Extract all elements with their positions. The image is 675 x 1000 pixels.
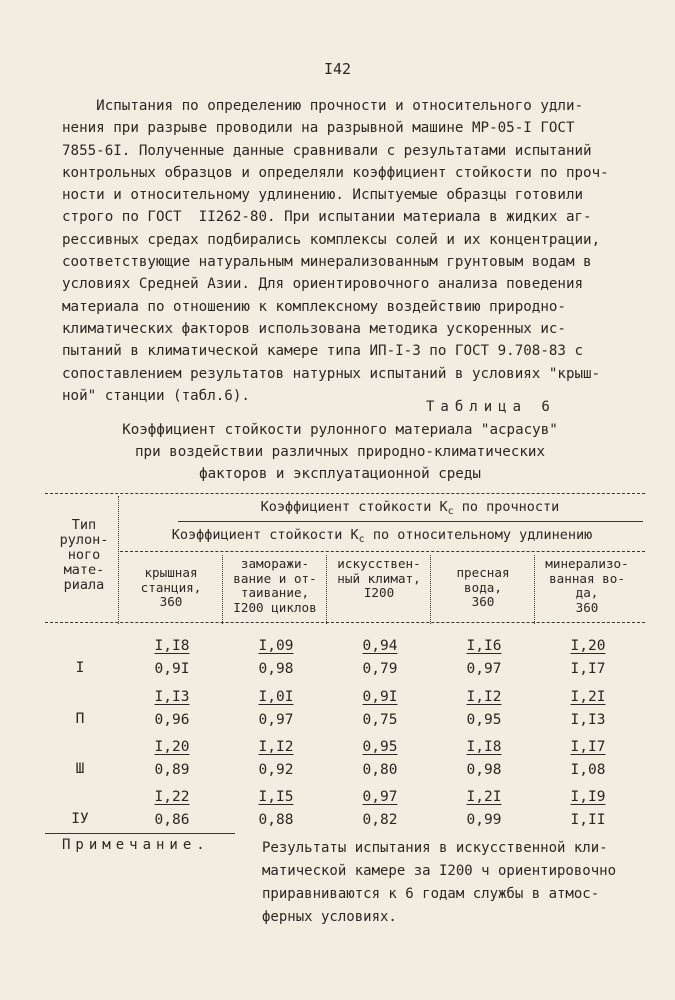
cell-strength	[127, 739, 217, 755]
col-separator	[534, 555, 535, 624]
cell-elongation: I,I7	[570, 661, 606, 677]
cell-strength	[127, 689, 217, 705]
header-bottom-rule	[45, 622, 645, 623]
row-label: I	[75, 660, 85, 676]
cell-strength-value: I,I2	[466, 689, 502, 705]
col-separator	[430, 555, 431, 624]
paragraph-line: климатических факторов использована методика ускоренных ис-	[62, 320, 566, 337]
header-strength: Коэффициент стойкости $К_с$ по прочности	[260, 499, 560, 517]
cell-strength	[231, 638, 321, 654]
cell-strength	[543, 739, 633, 755]
col-header-fresh-water: пресная вода, 360	[456, 565, 510, 609]
table-top-rule	[45, 493, 645, 494]
paragraph-line: контрольных образцов и определяли коэффициент стойкости по проч-	[62, 164, 609, 181]
row-label: Ш	[75, 761, 85, 777]
header-divider-strength	[178, 521, 643, 522]
paragraph-line: материала по отношению к комплексному воздействию природно-	[62, 298, 566, 315]
cell-strength-value: I,0I	[258, 689, 294, 705]
paragraph-line: Испытания по определению прочности и относительного удли-	[62, 98, 584, 114]
cell-strength	[335, 689, 425, 705]
cell-elongation: 0,86	[154, 812, 190, 828]
cell-elongation: I,II	[570, 812, 606, 828]
cell-elongation: 0,79	[362, 661, 398, 677]
row-label: П	[75, 711, 85, 727]
cell-elongation: 0,97	[466, 661, 502, 677]
cell-strength-value: 0,95	[362, 739, 398, 755]
cell-elongation: 0,75	[362, 712, 398, 728]
paragraph-line: сопоставлением результатов натурных испытаний в условиях "крыш-	[62, 365, 601, 382]
cell-strength-value: I,2I	[466, 789, 502, 805]
col-separator	[326, 555, 327, 624]
cell-strength-value: I,I6	[466, 638, 502, 654]
cell-strength	[231, 739, 321, 755]
cell-strength-value: I,I5	[258, 789, 294, 805]
cell-strength	[543, 689, 633, 705]
cell-strength-value: 0,97	[362, 789, 398, 805]
header-divider-elong	[120, 551, 645, 552]
col-header-mineralized-water: минерализо- ванная во- да, 360	[545, 556, 629, 615]
col-header-roof-station: крышная станция, 360	[140, 565, 202, 609]
paragraph-line: строго по ГОСТ II262-80. При испытании материала в жидких аг-	[62, 209, 592, 226]
table-title-line: факторов и эксплуатационной среды	[199, 466, 481, 482]
cell-strength-value: 0,9I	[362, 689, 398, 705]
note-label: Примечание.	[62, 837, 210, 853]
cell-strength	[335, 638, 425, 654]
cell-elongation: 0,9I	[154, 661, 190, 677]
cell-strength	[231, 789, 321, 805]
table-title-line: при воздействии различных природно-климатических	[135, 444, 545, 460]
paragraph-line: ной" станции (табл.6).	[62, 387, 250, 404]
cell-elongation: 0,98	[466, 762, 502, 778]
cell-strength-value: I,I3	[154, 689, 190, 705]
cell-elongation: 0,88	[258, 812, 294, 828]
cell-elongation: 0,95	[466, 712, 502, 728]
paragraph-line: условиях Средней Азии. Для ориентировочного анализа поведения	[62, 276, 584, 293]
cell-strength	[439, 789, 529, 805]
cell-strength	[335, 739, 425, 755]
cell-elongation: 0,97	[258, 712, 294, 728]
table-label: Таблица 6	[426, 399, 556, 415]
cell-elongation: 0,92	[258, 762, 294, 778]
cell-strength-value: I,20	[154, 739, 190, 755]
cell-strength	[439, 739, 529, 755]
cell-strength-value: I,20	[570, 638, 606, 654]
col-header-freeze-thaw: заморажи- вание и от- таивание, I200 циклов	[233, 556, 317, 615]
cell-strength	[439, 689, 529, 705]
cell-strength-value: I,I8	[154, 638, 190, 654]
cell-elongation: 0,89	[154, 762, 190, 778]
note-line: приравниваются к 6 годам службы в атмос-	[262, 886, 600, 902]
cell-strength	[543, 638, 633, 654]
col-separator	[118, 496, 119, 624]
cell-elongation: 0,80	[362, 762, 398, 778]
table-title-line: Коэффициент стойкости рулонного материала "асрасув"	[122, 422, 558, 438]
cell-strength-value: I,09	[258, 638, 294, 654]
paragraph-line: рессивных средах подбирались комплексы солей и их концентрации,	[62, 231, 601, 248]
cell-strength-value: I,I9	[570, 789, 606, 805]
page-number: I42	[323, 60, 352, 78]
cell-strength	[543, 789, 633, 805]
cell-elongation: I,08	[570, 762, 606, 778]
paragraph-line: ности и относительному удлинению. Испытуемые образцы готовили	[62, 187, 584, 204]
cell-strength-value: 0,94	[362, 638, 398, 654]
cell-strength-value: I,I8	[466, 739, 502, 755]
cell-elongation: 0,99	[466, 812, 502, 828]
col-header-artificial-climate: искусствен- ный климат, I200	[337, 556, 421, 600]
cell-strength-value: I,2I	[570, 689, 606, 705]
cell-elongation: 0,98	[258, 661, 294, 677]
note-text	[262, 837, 642, 929]
cell-elongation: 0,82	[362, 812, 398, 828]
paragraph-line: соответствующие натуральным минерализованным грунтовым водам в	[62, 254, 592, 271]
cell-strength	[127, 638, 217, 654]
cell-strength-value: I,I2	[258, 739, 294, 755]
paragraph-line: 7855-6I. Полученные данные сравнивали с результатами испытаний	[62, 142, 592, 159]
paragraph-line: нения при разрыве проводили на разрывной машине МР-05-I ГОСТ	[62, 120, 575, 137]
cell-strength-value: I,I7	[570, 739, 606, 755]
col-header-material-type: Тип рулон- ного мате- риала	[59, 517, 109, 593]
cell-elongation: 0,96	[154, 712, 190, 728]
header-elongation: Коэффициент стойкости $К_с$ по относительному удлинению	[171, 527, 593, 545]
cell-strength	[231, 689, 321, 705]
table-bottom-rule	[45, 833, 235, 834]
note-line: матической камере за I200 ч ориентировочно	[262, 863, 617, 879]
note-line: Результаты испытания в искусственной кли-	[262, 840, 608, 856]
cell-strength-value: I,22	[154, 789, 190, 805]
cell-elongation: I,I3	[570, 712, 606, 728]
note-line: ферных условиях.	[262, 909, 397, 925]
col-separator	[222, 555, 223, 624]
cell-strength	[335, 789, 425, 805]
row-label: IУ	[71, 811, 89, 827]
cell-strength	[439, 638, 529, 654]
paragraph-line: пытаний в климатической камере типа ИП-I-3 по ГОСТ 9.708-83 с	[62, 343, 584, 360]
cell-strength	[127, 789, 217, 805]
